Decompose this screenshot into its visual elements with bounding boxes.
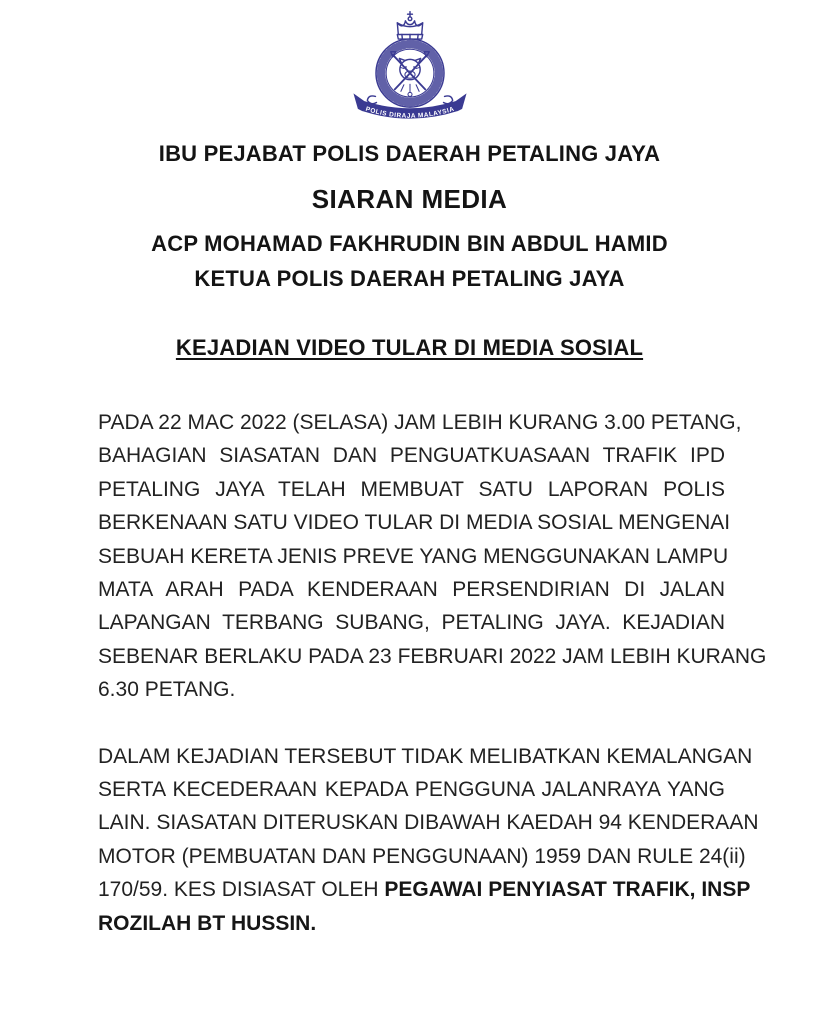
pdrm-crest-svg	[344, 10, 476, 124]
text-line: MATA ARAH PADA KENDERAAN PERSENDIRIAN DI JALAN	[98, 578, 725, 602]
text-line: BERKENAAN SATU VIDEO TULAR DI MEDIA SOSIAL MENGENAI	[98, 511, 731, 535]
text-line: LAPANGAN TERBANG SUBANG, PETALING JAYA. KEJADIAN	[98, 611, 725, 635]
document-type-title: SIARAN MEDIA	[311, 184, 508, 214]
ribbon-text: POLIS DIRAJA MALAYSIA	[364, 105, 455, 120]
text-line: BAHAGIAN SIASATAN DAN PENGUATKUASAAN TRAFIK IPD	[98, 444, 725, 468]
text-line: DALAM KEJADIAN TERSEBUT TIDAK MELIBATKAN KEMALANGAN	[98, 744, 753, 768]
text-line: LAIN. SIASATAN DITERUSKAN DIBAWAH KAEDAH 94 KENDERAAN	[98, 811, 759, 835]
text-line: PADA 22 MAC 2022 (SELASA) JAM LEBIH KURANG 3.00 PETANG,	[98, 411, 742, 434]
text-line: MOTOR (PEMBUATAN DAN PENGGUNAAN) 1959 DAN RULE 24(ii)	[98, 844, 746, 868]
crown-icon	[397, 12, 422, 39]
tiger-head-icon	[399, 58, 420, 79]
text-line: 170/59. KES DISIASAT OLEH PEGAWAI PENYIASAT TRAFIK, INSP	[98, 878, 751, 902]
text-line: SEBENAR BERLAKU PADA 23 FEBRUARI 2022 JAM LEBIH KURANG	[98, 644, 767, 668]
paragraph-1	[98, 406, 767, 707]
officer-name: ACP MOHAMAD FAKHRUDIN BIN ABDUL HAMID	[151, 231, 668, 256]
text-line: SEBUAH KERETA JENIS PREVE YANG MENGGUNAKAN LAMPU	[98, 544, 729, 568]
text-line: ROZILAH BT HUSSIN.	[98, 911, 317, 935]
lower-ornament	[400, 84, 418, 96]
office-header: IBU PEJABAT POLIS DAERAH PETALING JAYA	[158, 141, 661, 166]
text-line: PETALING JAYA TELAH MEMBUAT SATU LAPORAN POLIS	[98, 477, 725, 501]
pdrm-crest-logo	[344, 10, 476, 124]
text-line: SERTA KECEDERAAN KEPADA PENGGUNA JALANRAYA YANG	[98, 778, 725, 802]
paragraph-2	[98, 740, 759, 940]
officer-title: KETUA POLIS DAERAH PETALING JAYA	[194, 266, 625, 291]
subject-line: KEJADIAN VIDEO TULAR DI MEDIA SOSIAL	[175, 335, 644, 360]
text-line: 6.30 PETANG.	[98, 678, 236, 702]
